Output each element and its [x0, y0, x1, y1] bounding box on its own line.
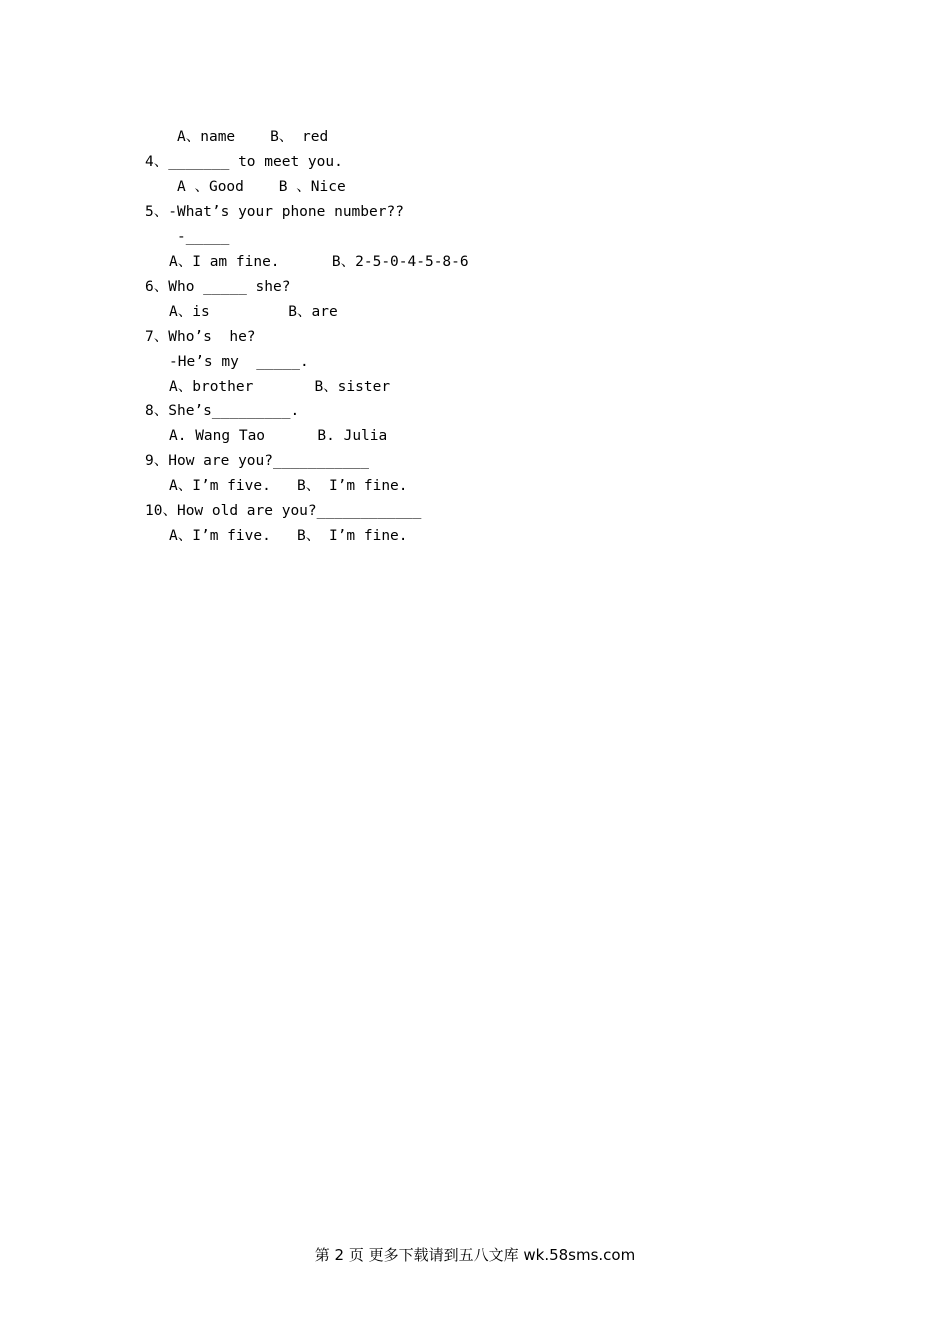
page-footer: 第 2 页 更多下载请到五八文库 wk.58sms.com — [314, 1246, 636, 1264]
q7-options: A、brother B、sister — [169, 379, 391, 395]
q5-options: A、I am fine. B、2-5-0-4-5-8-6 — [169, 254, 469, 270]
q4-options: A 、Good B 、Nice — [177, 179, 346, 195]
q5-question: 5、-What’s your phone number?? — [145, 204, 404, 220]
q9-question: 9、How are you?___________ — [145, 453, 370, 469]
q6-options: A、is B、are — [169, 304, 338, 320]
q10-options: A、I’m five. B、 I’m fine. — [169, 528, 408, 544]
q8-question: 8、She’s_________. — [145, 403, 300, 419]
q6-question: 6、Who _____ she? — [145, 279, 291, 295]
q10-question: 10、How old are you?____________ — [145, 503, 422, 519]
q5-answer-blank: -_____ — [177, 229, 230, 245]
q9-options: A、I’m five. B、 I’m fine. — [169, 478, 408, 494]
q7-question: 7、Who’s he? — [145, 329, 256, 345]
q3-options: A、name B、 red — [177, 129, 329, 145]
q4-question: 4、_______ to meet you. — [145, 154, 343, 170]
q7-answer-line: -He’s my _____. — [169, 354, 309, 370]
q8-options: A. Wang Tao B. Julia — [169, 428, 388, 444]
